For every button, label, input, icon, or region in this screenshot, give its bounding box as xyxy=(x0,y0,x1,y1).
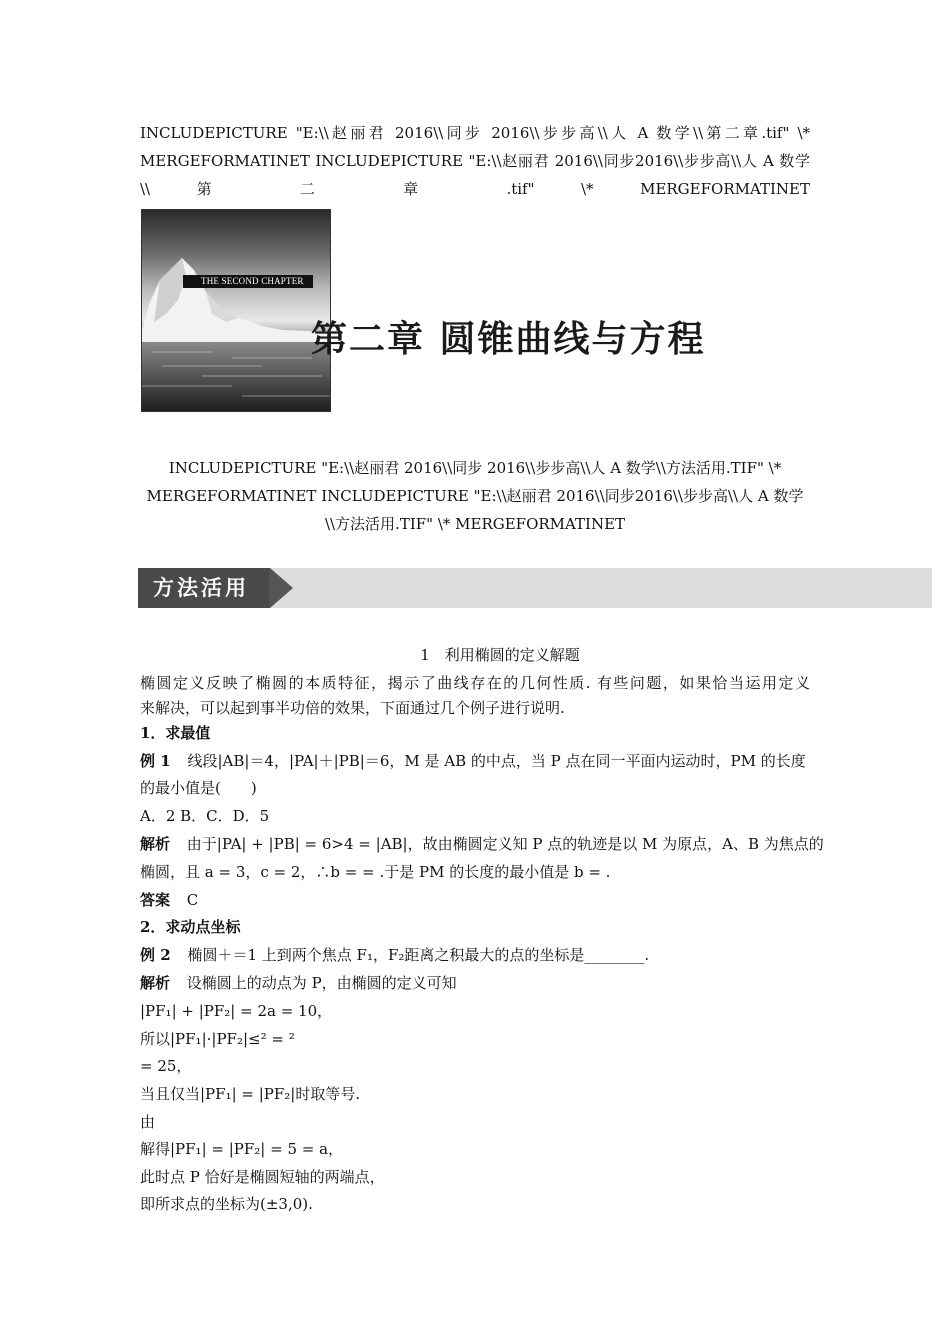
field-code-1-line-2: MERGEFORMATINET INCLUDEPICTURE "E:\\赵丽君 2016\\同步2016\\步步高\\人 A 数学 xyxy=(140,152,810,170)
solution-2-line-7: 解得|PF₁| = |PF₂| = 5 = a， xyxy=(140,1140,344,1158)
solution-1-text: 由于|PA| + |PB| = 6>4 = |AB|，故由椭圆定义知 P 点的轨迹是以 M 为原点，A、B 为焦点的 xyxy=(186,835,824,853)
answer-line xyxy=(140,890,810,910)
field-code-2-line-2: MERGEFORMATINET INCLUDEPICTURE "E:\\赵丽君 2016\\同步2016\\步步高\\人 A 数学 xyxy=(146,487,804,505)
field-code-1-line-1: INCLUDEPICTURE "E:\\赵丽君 2016\\同步 2016\\步步高\\人 A 数学\\第二章.tif" \* xyxy=(140,124,810,142)
solution-2-line-2: |PF₁| + |PF₂| = 2a = 10， xyxy=(140,1002,333,1020)
answer-value: C xyxy=(186,891,199,909)
field-code-2-line-1: INCLUDEPICTURE "E:\\赵丽君 2016\\同步 2016\\步步高\\人 A 数学\\方法活用.TIF" \* xyxy=(168,459,782,477)
solution-1-line-1 xyxy=(140,834,824,854)
subheading-max-value: 1．求最值 xyxy=(140,724,211,742)
solution-2-line-6: 由 xyxy=(140,1113,156,1131)
intro-line-1: 椭圆定义反映了椭圆的本质特征，揭示了曲线存在的几何性质. 有些问题，如果恰当运用定义 xyxy=(140,674,810,692)
solution-2-text: 设椭圆上的动点为 P，由椭圆的定义可知 xyxy=(186,974,457,992)
chapter-cover-image xyxy=(141,209,331,412)
iceberg-illustration xyxy=(142,210,330,411)
section-banner-label: 方法活用 xyxy=(153,576,249,600)
example-1-label: 例 1 xyxy=(140,752,171,770)
field-code-1-line-3: \\ 第 二 章 .tif" \* MERGEFORMATINET xyxy=(140,180,810,198)
subheading-moving-point: 2．求动点坐标 xyxy=(140,918,241,936)
solution-2-label: 解析 xyxy=(140,974,171,992)
example-1-text: 线段|AB|＝4，|PA|＋|PB|＝6，M 是 AB 的中点，当 P 点在同一平面内运动时，PM 的长度 xyxy=(187,752,806,770)
example-1-line-2: 的最小值是( ) xyxy=(140,779,257,797)
solution-2-line-4: = 25， xyxy=(140,1057,192,1075)
field-code-2-line-3: \\方法活用.TIF" \* MERGEFORMATINET xyxy=(324,515,626,533)
chapter-title: 第二章 圆锥曲线与方程 xyxy=(311,319,706,360)
example-1-options: A．2 B．C．D．5 xyxy=(140,807,270,825)
solution-1-label: 解析 xyxy=(140,835,171,853)
solution-2-line-3: 所以|PF₁|·|PF₂|≤² = ² xyxy=(140,1030,295,1048)
solution-1-line-2: 椭圆，且 a = 3，c = 2，∴b = = .于是 PM 的长度的最小值是 b = . xyxy=(140,863,611,881)
article-heading: 1 利用椭圆的定义解题 xyxy=(420,646,580,664)
example-1-line-1 xyxy=(140,751,810,771)
solution-2-line-9: 即所求点的坐标为(±3,0). xyxy=(140,1195,313,1213)
answer-label: 答案 xyxy=(140,891,171,909)
example-2-line-1 xyxy=(140,945,810,965)
intro-line-2: 来解决，可以起到事半功倍的效果，下面通过几个例子进行说明. xyxy=(140,699,565,717)
chapter-english-label: THE SECOND CHAPTER xyxy=(201,276,304,286)
solution-2-line-8: 此时点 P 恰好是椭圆短轴的两端点， xyxy=(140,1168,385,1186)
example-2-text: 椭圆＋＝1 上到两个焦点 F₁，F₂距离之积最大的点的坐标是________. xyxy=(187,946,650,964)
solution-2-line-1 xyxy=(140,973,810,993)
solution-2-line-5: 当且仅当|PF₁| = |PF₂|时取等号. xyxy=(140,1085,361,1103)
example-2-label: 例 2 xyxy=(140,946,171,964)
